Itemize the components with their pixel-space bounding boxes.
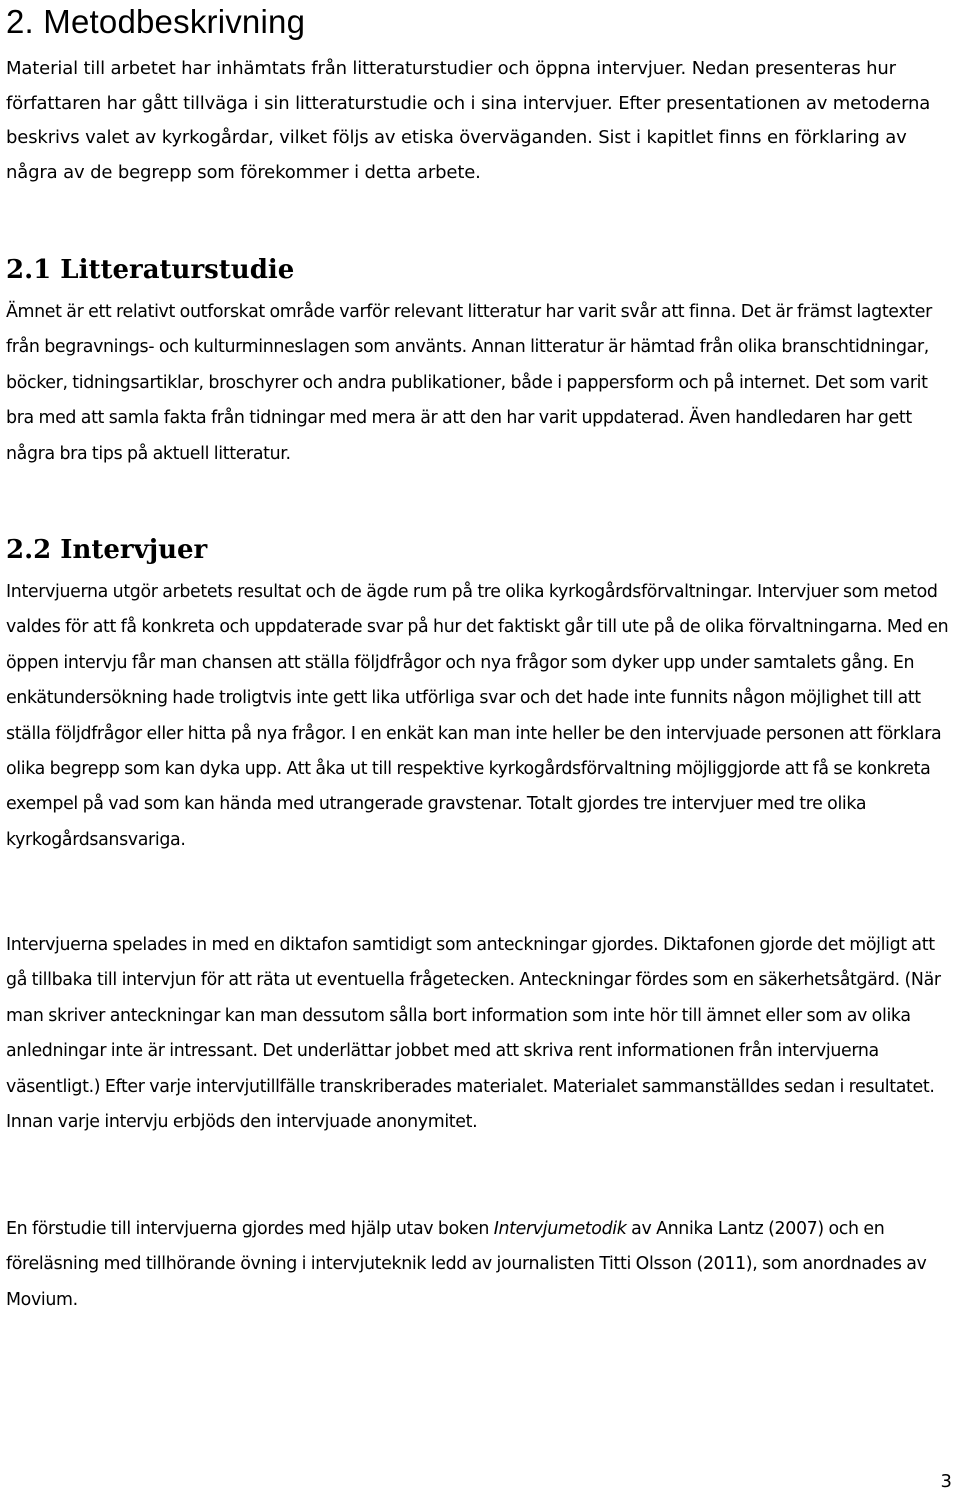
- page-number: 3: [940, 1471, 952, 1492]
- litteraturstudie-paragraph: Ämnet är ett relativt outforskat område varför relevant litteratur har varit svår att finna. Det är främst lagtexter från begravnings- och kulturminneslagen som använts. Annan litteratur är hämtad från olika branschtidningar, böcker, tidningsartiklar, broschyrer och andra publikationer, både i pappersform och på internet. Det som varit bra med att samla fakta från tidningar med mera är att den har varit uppdaterad. Även handledaren har gett några bra tips på aktuell litteratur.: [6, 302, 932, 464]
- book-title: Intervjumetodik: [493, 1219, 627, 1239]
- intervjuer-paragraph-2: Intervjuerna spelades in med en diktafon samtidigt som anteckningar gjordes. Diktafonen gjorde det möjligt att gå tillbaka till intervjun för att räta ut eventuella frågetecken. Anteckningar fördes som en säkerhetsåtgärd. (När man skriver anteckningar kan man dessutom sålla bort information som inte hör till ämnet eller som av olika anledningar inte är intressant. Det underlättar jobbet med att skriva rent informationen från intervjuerna väsentligt.) Efter varje intervjutillfälle transkriberades materialet. Materialet sammanställdes sedan i resultatet. Innan varje intervju erbjöds den intervjuade anonymitet.: [6, 935, 941, 1133]
- intervjuer-paragraph-3: [6, 1212, 956, 1318]
- intro-paragraph: Material till arbetet har inhämtats från litteraturstudier och öppna intervjuer. Nedan presenteras hur författaren har gått tillväga i sin litteraturstudie och i sina intervjuer. Efter presentationen av metoderna beskrivs valet av kyrkogårdar, vilket följs av etiska överväganden. Sist i kapitlet finns en förklaring av några av de begrepp som förekommer i detta arbete.: [6, 58, 931, 183]
- section-heading: 2. Metodbeskrivning: [6, 3, 306, 40]
- intervjuer-paragraph-1: Intervjuerna utgör arbetets resultat och de ägde rum på tre olika kyrkogårdsförvaltningar. Intervjuer som metod valdes för att få konkreta och uppdaterade svar på hur det faktiskt går till ute på de olika förvaltningarna. Med en öppen intervju får man chansen att ställa följdfrågor och nya frågor som dyker upp under samtalets gång. En enkätundersökning hade troligtvis inte gett lika utförliga svar och det hade inte funnits någon möjlighet till att ställa följdfrågor eller hitta på nya frågor. I en enkät kan man inte heller be den intervjuade personen att förklara olika begrepp som kan dyka upp. Att åka ut till respektive kyrkogårdsförvaltning möjliggjorde att få se konkreta exempel på vad som kan hända med utrangerade gravstenar. Totalt gjordes tre intervjuer med tre olika kyrkogårdsansvariga.: [6, 582, 949, 850]
- paragraph-text-before: En förstudie till intervjuerna gjordes med hjälp utav boken: [6, 1219, 494, 1239]
- subsection-heading-intervjuer: 2.2 Intervjuer: [6, 535, 208, 565]
- subsection-heading-litteraturstudie: 2.1 Litteraturstudie: [6, 255, 295, 285]
- paragraph-text-after: av Annika Lantz (2007) och en föreläsning med tillhörande övning i intervjuteknik ledd av journalisten Titti Olsson (2011), som anordnades av Movium.: [6, 1219, 927, 1310]
